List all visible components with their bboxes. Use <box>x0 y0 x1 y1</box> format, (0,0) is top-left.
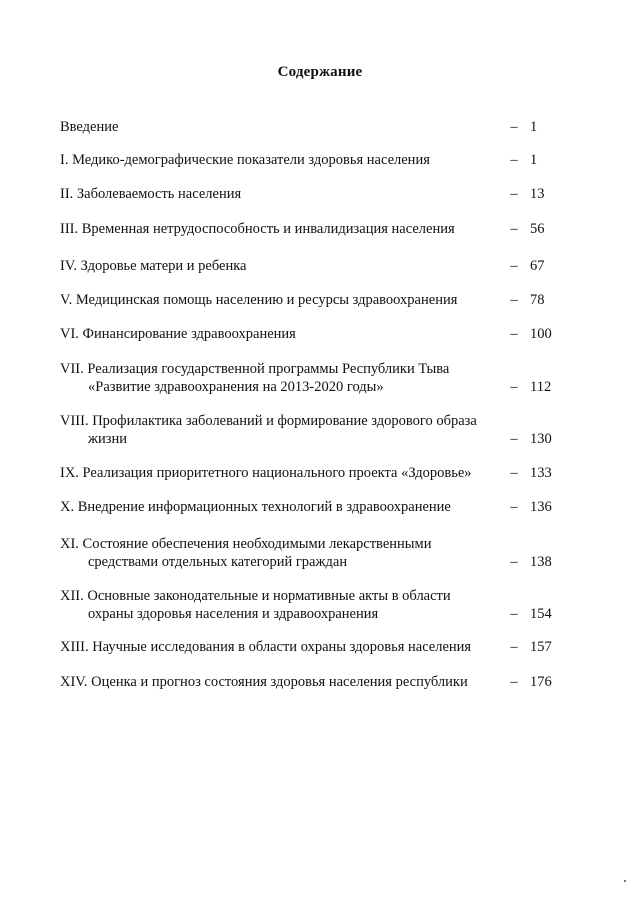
toc-entry-page-number: 13 <box>530 186 545 202</box>
toc-entry-title-line: «Развитие здравоохранения на 2013-2020 годы» <box>88 379 384 395</box>
toc-entry-page-number: 67 <box>530 258 545 274</box>
toc-entry-title <box>60 464 500 482</box>
toc-entry-title-line: IX. Реализация приоритетного национального проекта «Здоровье» <box>60 465 472 481</box>
toc-entry <box>60 220 560 238</box>
toc-entry-title-line: XII. Основные законодательные и нормативные акты в области <box>60 588 451 604</box>
toc-entry-title-line: IV. Здоровье матери и ребенка <box>60 258 247 274</box>
toc-entry-title-line: X. Внедрение информационных технологий в здравоохранение <box>60 499 451 515</box>
toc-entry-dash: – <box>510 431 518 447</box>
toc-entry-page-number: 56 <box>530 221 545 237</box>
toc-entry-title <box>60 291 500 309</box>
toc-entry-title-line: XI. Состояние обеспечения необходимыми лекарственными <box>60 536 432 552</box>
toc-entry <box>60 185 560 203</box>
toc-entry <box>60 412 560 448</box>
toc-entry <box>60 325 560 343</box>
toc-entry <box>60 257 560 275</box>
toc-entry-title-line: VI. Финансирование здравоохранения <box>60 326 296 342</box>
toc-entry <box>60 638 560 656</box>
toc-entry <box>60 498 560 516</box>
toc-entry-title <box>60 325 500 343</box>
toc-entry-page-number: 1 <box>530 152 538 168</box>
toc-entry-title-line: XIV. Оценка и прогноз состояния здоровья населения республики <box>60 674 468 690</box>
toc-entry-title <box>60 185 500 203</box>
scan-speck <box>624 880 626 882</box>
toc-entry-title <box>60 151 500 169</box>
toc-entry-title-line: I. Медико-демографические показатели здоровья населения <box>60 152 430 168</box>
toc-entry-title <box>60 535 500 571</box>
toc-entry-title-line: средствами отдельных категорий граждан <box>88 554 348 570</box>
toc-entry-title <box>60 498 500 516</box>
toc-entry-title <box>60 220 500 238</box>
toc-entry-title <box>60 360 500 396</box>
toc-entry <box>60 673 560 691</box>
toc-entry-dash: – <box>510 186 518 202</box>
toc-entry-title-line: Введение <box>60 119 119 135</box>
toc-entry <box>60 151 560 169</box>
toc-entry-title <box>60 118 500 136</box>
toc-entry-page-number: 157 <box>530 639 552 655</box>
toc-entry-title-line: VII. Реализация государственной программы Республики Тыва <box>60 361 450 377</box>
toc-entry-dash: – <box>510 292 518 308</box>
toc-entry-dash: – <box>510 465 518 481</box>
toc-entry-dash: – <box>510 499 518 515</box>
toc-entry-page-number: 154 <box>530 606 552 622</box>
toc-entry-title-line: II. Заболеваемость населения <box>60 186 242 202</box>
toc-entry <box>60 118 560 136</box>
toc-entry <box>60 535 560 571</box>
toc-entry-title <box>60 673 500 691</box>
toc-entry <box>60 291 560 309</box>
toc-entry-title <box>60 638 500 656</box>
toc-entry-dash: – <box>510 258 518 274</box>
toc-entry-dash: – <box>510 379 518 395</box>
toc-entry-dash: – <box>510 326 518 342</box>
toc-entry-page-number: 136 <box>530 499 552 515</box>
toc-entry-title-line: V. Медицинская помощь населению и ресурсы здравоохранения <box>60 292 458 308</box>
toc-entry-title-line: жизни <box>88 431 128 447</box>
toc-entry-title <box>60 257 500 275</box>
toc-entry-dash: – <box>510 639 518 655</box>
toc-entry-page-number: 130 <box>530 431 552 447</box>
toc-entry-page-number: 138 <box>530 554 552 570</box>
toc-entry <box>60 360 560 396</box>
toc-entry <box>60 464 560 482</box>
toc-entry-dash: – <box>510 606 518 622</box>
toc-entry-title <box>60 587 500 623</box>
toc-entry-page-number: 1 <box>530 119 538 135</box>
toc-entry-page-number: 112 <box>530 379 552 395</box>
toc-entry-dash: – <box>510 119 518 135</box>
page-title: Содержание <box>277 64 363 80</box>
toc-entry-title-line: VIII. Профилактика заболеваний и формирование здорового образа <box>60 413 477 429</box>
toc-entry-title-line: XIII. Научные исследования в области охраны здоровья населения <box>60 639 472 655</box>
toc-entry-dash: – <box>510 554 518 570</box>
toc-entry-title <box>60 412 500 448</box>
toc-entry-dash: – <box>510 152 518 168</box>
toc-entry <box>60 587 560 623</box>
toc-entry-title-line: охраны здоровья населения и здравоохранения <box>88 606 379 622</box>
toc-entry-dash: – <box>510 221 518 237</box>
toc-entry-page-number: 133 <box>530 465 552 481</box>
toc-entry-title-line: III. Временная нетрудоспособность и инвалидизация населения <box>60 221 455 237</box>
toc-entry-page-number: 78 <box>530 292 545 308</box>
toc-entry-dash: – <box>510 674 518 690</box>
toc-entry-page-number: 100 <box>530 326 552 342</box>
toc-entry-page-number: 176 <box>530 674 552 690</box>
